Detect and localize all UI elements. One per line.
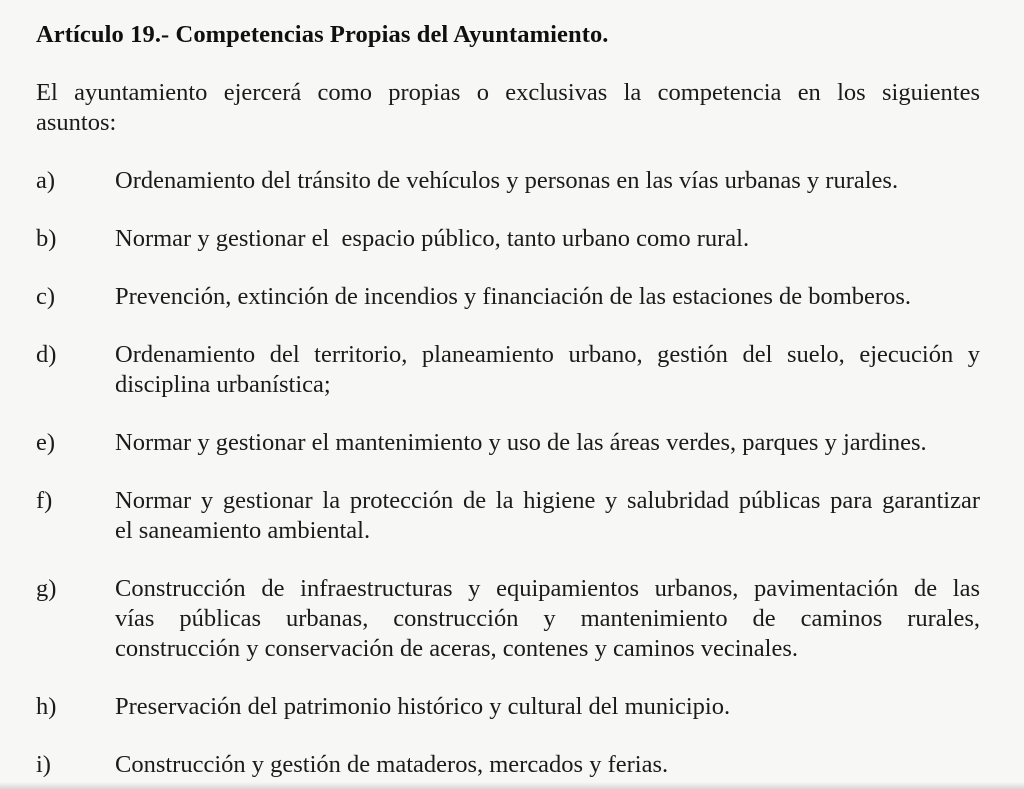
list-item-f [36, 486, 980, 546]
item-letter: f) [36, 487, 53, 514]
item-line: Ordenamiento del tránsito de vehículos y personas en las vías urbanas y rurales. [115, 167, 899, 194]
item-line: Preservación del patrimonio histórico y cultural del municipio. [115, 693, 731, 720]
list-item-h [36, 692, 980, 722]
list-item-i [36, 750, 980, 780]
item-text [115, 692, 980, 722]
item-line: Construcción y gestión de mataderos, mercados y ferias. [115, 751, 669, 778]
item-line: Construcción de infraestructuras y equipamientos urbanos, pavimentación de las [115, 575, 980, 602]
list-item-a [36, 166, 980, 196]
item-line: Normar y gestionar la protección de la higiene y salubridad públicas para garantizar [115, 487, 980, 514]
item-line: construcción y conservación de aceras, contenes y caminos vecinales. [115, 635, 798, 662]
item-text [115, 750, 980, 780]
item-line: disciplina urbanística; [115, 371, 331, 398]
item-text [115, 486, 980, 546]
item-line: el saneamiento ambiental. [115, 517, 371, 544]
item-line: Normar y gestionar el espacio público, tanto urbano como rural. [115, 225, 750, 252]
item-text [115, 224, 980, 254]
item-line: Normar y gestionar el mantenimiento y uso de las áreas verdes, parques y jardines. [115, 429, 927, 456]
item-letter: a) [36, 167, 56, 194]
intro-line-2: asuntos: [36, 109, 117, 136]
item-text [115, 282, 980, 312]
item-letter: c) [36, 283, 56, 310]
item-text [115, 166, 980, 196]
article-title: Artículo 19.- Competencias Propias del Ayuntamiento. [36, 21, 609, 48]
item-letter: h) [36, 693, 57, 720]
list-item-g [36, 574, 980, 664]
list-item-b [36, 224, 980, 254]
item-line: Prevención, extinción de incendios y financiación de las estaciones de bomberos. [115, 283, 911, 310]
item-letter: b) [36, 225, 57, 252]
item-text [115, 428, 980, 458]
item-line: vías públicas urbanas, construcción y mantenimiento de caminos rurales, [115, 605, 980, 632]
item-text [115, 340, 980, 400]
list-item-d [36, 340, 980, 400]
intro-paragraph [36, 78, 980, 138]
item-letter: e) [36, 429, 56, 456]
list-item-c [36, 282, 980, 312]
intro-line-1: El ayuntamiento ejercerá como propias o exclusivas la competencia en los siguientes [36, 79, 980, 106]
item-letter: i) [36, 751, 51, 778]
item-letter: d) [36, 341, 57, 368]
item-text [115, 574, 980, 664]
item-line: Ordenamiento del territorio, planeamiento urbano, gestión del suelo, ejecución y [115, 341, 980, 368]
list-item-e [36, 428, 980, 458]
item-letter: g) [36, 575, 57, 602]
